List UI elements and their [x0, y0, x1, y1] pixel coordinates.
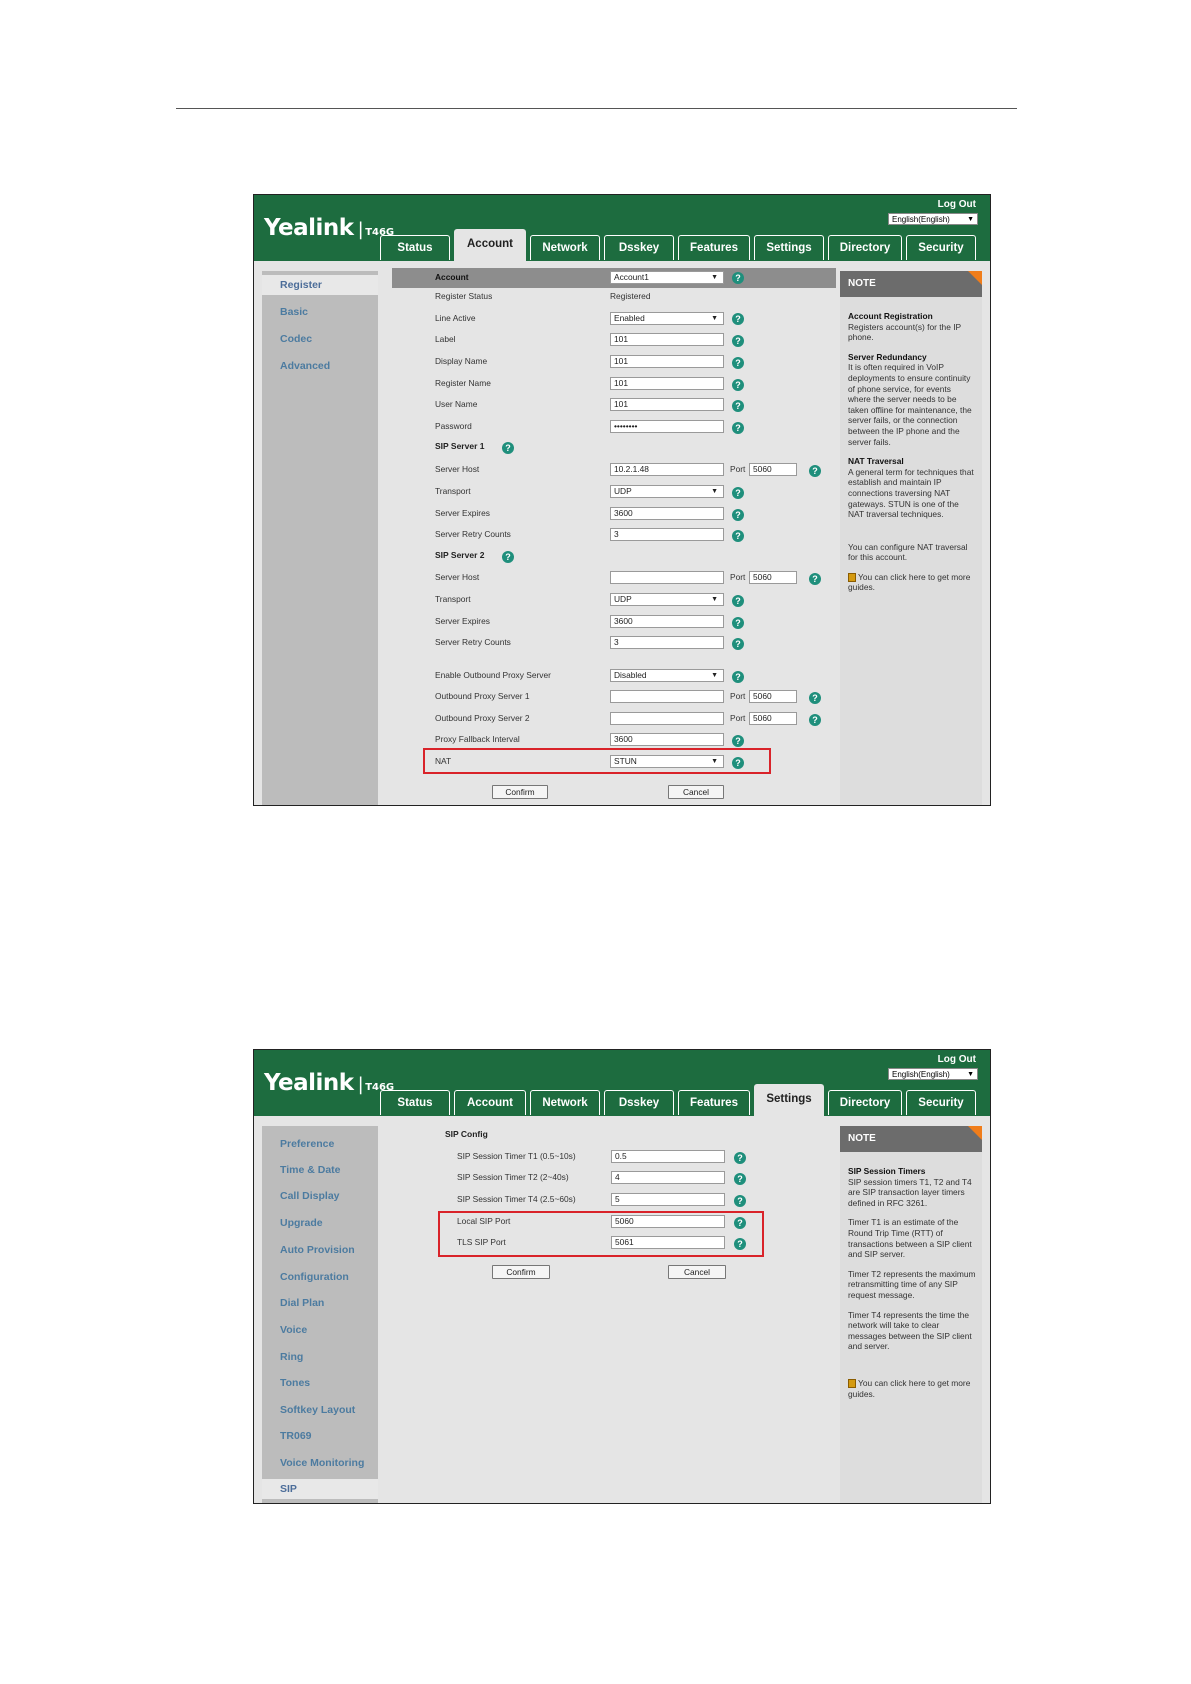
local-sip-port-input[interactable]: 5060 [611, 1215, 725, 1228]
help-icon[interactable]: ? [732, 272, 744, 284]
sidebar-item-voice[interactable]: Voice [280, 1324, 308, 1336]
chevron-down-icon: ▼ [967, 216, 974, 223]
server-expires-label: Server Expires [435, 616, 490, 626]
label-input[interactable]: 101 [610, 333, 724, 346]
help-icon[interactable]: ? [732, 735, 744, 747]
help-icon[interactable]: ? [732, 335, 744, 347]
line-active-select[interactable]: Enabled ▼ [610, 312, 724, 325]
port-input[interactable]: 5060 [749, 463, 797, 476]
language-select[interactable]: English(English) ▼ [888, 213, 978, 225]
port-label: Port [730, 464, 746, 474]
help-icon[interactable]: ? [809, 692, 821, 704]
confirm-button[interactable]: Confirm [492, 785, 548, 799]
help-icon[interactable]: ? [732, 379, 744, 391]
help-icon[interactable]: ? [502, 551, 514, 563]
sidebar-item-time-date[interactable]: Time & Date [280, 1164, 341, 1176]
sip-config-title: SIP Config [445, 1129, 488, 1139]
transport-label: Transport [435, 486, 471, 496]
cancel-button[interactable]: Cancel [668, 785, 724, 799]
help-icon[interactable]: ? [502, 442, 514, 454]
outbound-proxy-2-label: Outbound Proxy Server 2 [435, 713, 530, 723]
logout-link[interactable]: Log Out [937, 199, 976, 210]
nat-label: NAT [435, 756, 452, 766]
yealink-logo: Yealink | T46G [264, 1070, 395, 1096]
local-sip-port-label: Local SIP Port [457, 1216, 511, 1226]
logout-link[interactable]: Log Out [937, 1054, 976, 1065]
user-name-label: User Name [435, 399, 478, 409]
book-icon [848, 573, 856, 582]
server-retry-counts-label: Server Retry Counts [435, 529, 511, 539]
outbound-proxy-1-input[interactable] [610, 690, 724, 703]
guide-link[interactable]: You can click here to get more guides. [848, 1377, 971, 1399]
tls-sip-port-input[interactable]: 5061 [611, 1236, 725, 1249]
sidebar-item-preference[interactable]: Preference [280, 1138, 335, 1150]
tab-account[interactable]: Account [454, 1090, 526, 1115]
outbound-proxy-1-label: Outbound Proxy Server 1 [435, 691, 530, 701]
sidebar-item-voice-monitoring[interactable]: Voice Monitoring [280, 1457, 365, 1469]
port-input[interactable]: 5060 [749, 712, 797, 725]
tab-dsskey[interactable]: Dsskey [604, 1090, 674, 1115]
note-panel [840, 271, 982, 805]
sidebar [262, 1126, 378, 1503]
chevron-down-icon: ▼ [711, 672, 718, 679]
port-label: Port [730, 691, 746, 701]
sidebar [262, 271, 378, 805]
sip-server-2-title: SIP Server 2 [435, 550, 485, 560]
tab-security[interactable]: Security [906, 235, 976, 260]
help-icon[interactable]: ? [734, 1152, 746, 1164]
help-icon[interactable]: ? [732, 617, 744, 629]
chevron-down-icon: ▼ [967, 1071, 974, 1078]
port-input[interactable]: 5060 [749, 571, 797, 584]
register-name-label: Register Name [435, 378, 491, 388]
note-panel [840, 1126, 982, 1503]
server-host-label: Server Host [435, 464, 480, 474]
sip-timer-t4-label: SIP Session Timer T4 (2.5~60s) [457, 1194, 576, 1204]
display-name-label: Display Name [435, 356, 488, 366]
enable-outbound-proxy-select[interactable]: Disabled ▼ [610, 669, 724, 682]
sidebar-item-call-display[interactable]: Call Display [280, 1190, 340, 1202]
password-input[interactable]: •••••••• [610, 420, 724, 433]
screenshot-account-register [253, 194, 991, 806]
note-title: NOTE [840, 1126, 982, 1152]
user-name-input[interactable]: 101 [610, 398, 724, 411]
sidebar-item-sip[interactable]: SIP [262, 1479, 378, 1499]
enable-outbound-proxy-label: Enable Outbound Proxy Server [435, 670, 551, 680]
help-icon[interactable]: ? [734, 1238, 746, 1250]
sip-server-1-title: SIP Server 1 [435, 441, 485, 451]
sip-timer-t4-input[interactable]: 5 [611, 1193, 725, 1206]
outbound-proxy-2-input[interactable] [610, 712, 724, 725]
cancel-button[interactable]: Cancel [668, 1265, 726, 1279]
help-icon[interactable]: ? [809, 714, 821, 726]
tab-dsskey[interactable]: Dsskey [604, 235, 674, 260]
help-icon[interactable]: ? [809, 573, 821, 585]
sidebar-item-upgrade[interactable]: Upgrade [280, 1217, 323, 1229]
server-expires-input[interactable]: 3600 [610, 615, 724, 628]
tab-features[interactable]: Features [678, 1090, 750, 1115]
sip-timer-t1-input[interactable]: 0.5 [611, 1150, 725, 1163]
tab-security[interactable]: Security [906, 1090, 976, 1115]
sidebar-item-basic[interactable]: Basic [280, 306, 309, 318]
book-icon [848, 1379, 856, 1388]
help-icon[interactable]: ? [732, 422, 744, 434]
help-icon[interactable]: ? [732, 757, 744, 769]
chevron-down-icon: ▼ [711, 758, 718, 765]
sip-timer-t2-input[interactable]: 4 [611, 1171, 725, 1184]
sip-timer-t2-label: SIP Session Timer T2 (2~40s) [457, 1172, 569, 1182]
sip-timer-t1-label: SIP Session Timer T1 (0.5~10s) [457, 1151, 576, 1161]
tab-directory[interactable]: Directory [828, 1090, 902, 1115]
sidebar-item-tr069[interactable]: TR069 [280, 1430, 312, 1442]
account-label: Account [435, 272, 469, 282]
sidebar-item-configuration[interactable]: Configuration [280, 1271, 349, 1283]
display-name-input[interactable]: 101 [610, 355, 724, 368]
chevron-down-icon: ▼ [711, 315, 718, 322]
sidebar-item-softkey-layout[interactable]: Softkey Layout [280, 1404, 356, 1416]
chevron-down-icon: ▼ [711, 274, 718, 281]
tab-status[interactable]: Status [380, 1090, 450, 1115]
help-icon[interactable]: ? [734, 1173, 746, 1185]
language-select[interactable]: English(English) ▼ [888, 1068, 978, 1080]
transport-label: Transport [435, 594, 471, 604]
guide-link[interactable]: You can click here to get more guides. [848, 571, 971, 593]
server-expires-input[interactable]: 3600 [610, 507, 724, 520]
tab-features[interactable]: Features [678, 235, 750, 260]
help-icon[interactable]: ? [732, 357, 744, 369]
header-rule [176, 108, 1017, 109]
tab-settings[interactable]: Settings [754, 1084, 824, 1116]
help-icon[interactable]: ? [734, 1217, 746, 1229]
account-bar [392, 268, 836, 288]
note-body: Account Registration Registers account(s) for the IP phone. Server Redundancy It is often required in VoIP deployments to ensure continuity of phone service, for events where the server needs to be taken offline for maintenance, the server fails, or the connection between the IP phone and the server fails. NAT Traversal A general term for techniques that establish and maintain IP connections traversing NAT gateways. STUN is one of the NAT traversal techniques. You can configure NAT traversal for this account. You can click here to get more guides. [848, 311, 974, 593]
register-name-input[interactable]: 101 [610, 377, 724, 390]
note-body: SIP Session Timers SIP session timers T1, T2 and T4 are SIP transaction layer timers defined in RFC 3261. Timer T1 is an estimate of the Round Trip Time (RTT) of transactions between a SIP client and SIP server. Timer T2 represents the maximum retransmitting time of any SIP request message. Timer T4 represents the time the network will take to clear messages between the SIP client and server. You can click here to get more guides. [848, 1166, 976, 1399]
server-host-input[interactable]: 10.2.1.48 [610, 463, 724, 476]
sidebar-item-tones[interactable]: Tones [280, 1377, 311, 1389]
account-select[interactable]: Account1 ▼ [610, 271, 724, 284]
help-icon[interactable]: ? [809, 465, 821, 477]
label-label: Label [435, 334, 456, 344]
tab-settings[interactable]: Settings [754, 235, 824, 260]
sidebar-item-codec[interactable]: Codec [280, 333, 313, 345]
help-icon[interactable]: ? [732, 509, 744, 521]
chevron-down-icon: ▼ [711, 488, 718, 495]
tab-directory[interactable]: Directory [828, 235, 902, 260]
sidebar-item-ring[interactable]: Ring [280, 1351, 304, 1363]
transport-select[interactable]: UDP ▼ [610, 485, 724, 498]
help-icon[interactable]: ? [732, 671, 744, 683]
tab-network[interactable]: Network [530, 1090, 600, 1115]
help-icon[interactable]: ? [732, 313, 744, 325]
chevron-down-icon: ▼ [711, 596, 718, 603]
line-active-label: Line Active [435, 313, 476, 323]
tab-network[interactable]: Network [530, 235, 600, 260]
server-expires-label: Server Expires [435, 508, 490, 518]
register-status-label: Register Status [435, 291, 493, 301]
port-input[interactable]: 5060 [749, 690, 797, 703]
server-retry-counts-input[interactable]: 3 [610, 528, 724, 541]
server-retry-counts-label: Server Retry Counts [435, 637, 511, 647]
help-icon[interactable]: ? [732, 530, 744, 542]
server-host-input[interactable] [610, 571, 724, 584]
password-label: Password [435, 421, 472, 431]
help-icon[interactable]: ? [732, 595, 744, 607]
yealink-logo: Yealink | T46G [264, 215, 395, 241]
server-retry-counts-input[interactable]: 3 [610, 636, 724, 649]
tab-account[interactable]: Account [454, 229, 526, 261]
port-label: Port [730, 572, 746, 582]
confirm-button[interactable]: Confirm [492, 1265, 550, 1279]
screenshot-settings-sip [253, 1049, 991, 1504]
register-status-value: Registered [610, 291, 651, 301]
transport-select[interactable]: UDP ▼ [610, 593, 724, 606]
sidebar-item-auto-provision[interactable]: Auto Provision [280, 1244, 355, 1256]
port-label: Port [730, 713, 746, 723]
tab-status[interactable]: Status [380, 235, 450, 260]
sidebar-item-register[interactable]: Register [262, 275, 378, 295]
help-icon[interactable]: ? [732, 638, 744, 650]
tls-sip-port-label: TLS SIP Port [457, 1237, 506, 1247]
sidebar-item-dial-plan[interactable]: Dial Plan [280, 1297, 325, 1309]
server-host-label: Server Host [435, 572, 480, 582]
help-icon[interactable]: ? [732, 400, 744, 412]
nat-select[interactable]: STUN ▼ [610, 755, 724, 768]
top-header [254, 1050, 990, 1116]
top-header [254, 195, 990, 261]
note-title: NOTE [840, 271, 982, 297]
sidebar-item-advanced[interactable]: Advanced [280, 360, 331, 372]
help-icon[interactable]: ? [734, 1195, 746, 1207]
proxy-fallback-interval-input[interactable]: 3600 [610, 733, 724, 746]
proxy-fallback-interval-label: Proxy Fallback Interval [435, 734, 520, 744]
help-icon[interactable]: ? [732, 487, 744, 499]
